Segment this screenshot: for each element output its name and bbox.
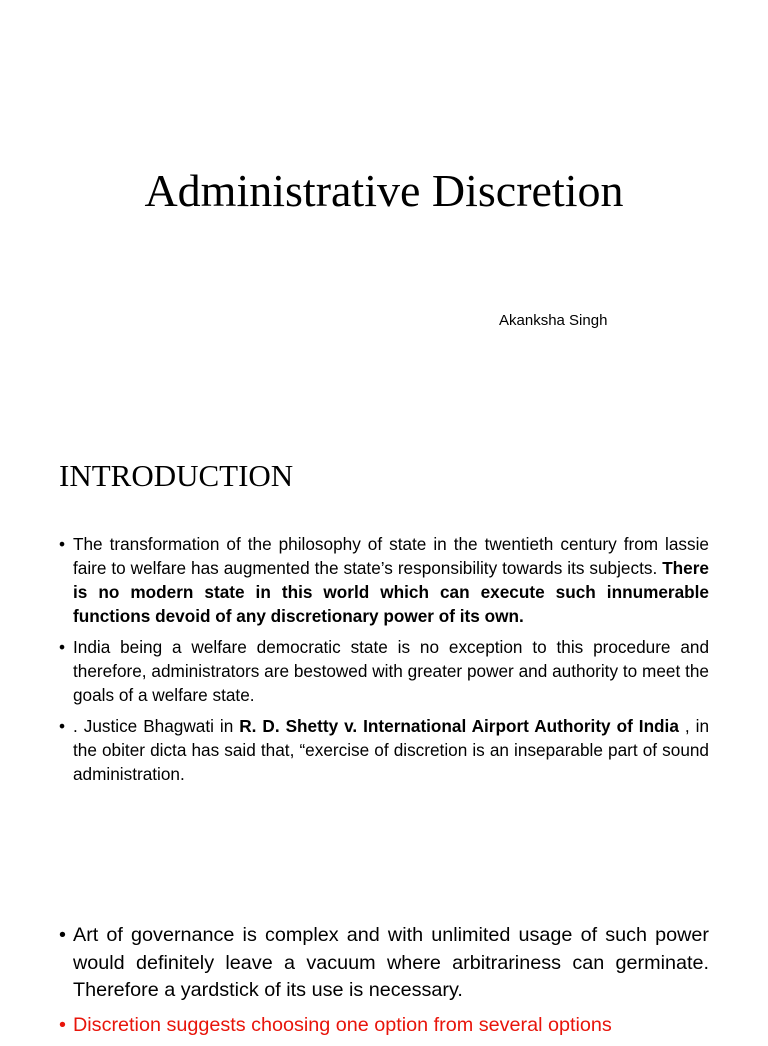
bullet-item bbox=[59, 714, 709, 786]
bullet-text: Discretion suggests choosing one option from several options bbox=[73, 1013, 612, 1036]
bullet-item-highlighted bbox=[59, 1012, 709, 1040]
bullet-icon: • bbox=[59, 716, 66, 736]
slide-title: Administrative Discretion bbox=[144, 165, 624, 216]
introduction-slide bbox=[0, 432, 768, 852]
bullet-icon: • bbox=[59, 1013, 66, 1036]
bullet-icon: • bbox=[59, 637, 66, 657]
bullet-text: . Justice Bhagwati in bbox=[73, 716, 240, 736]
title-slide bbox=[0, 0, 768, 432]
bullet-text: India being a welfare democratic state is no exception to this procedure and therefore, administrators are bestowed with greater power and authority to meet the goals of a welfare state. bbox=[73, 637, 709, 705]
bullet-text: Art of governance is complex and with unlimited usage of such power would definitely leave a vacuum where arbitrariness can germinate. Therefore a yardstick of its use is necessary. bbox=[73, 924, 709, 1001]
bullet-list bbox=[59, 922, 709, 1046]
case-name-bold-text: R. D. Shetty v. International Airport Authority of India bbox=[239, 716, 679, 736]
content-slide bbox=[0, 852, 768, 1036]
bullet-list bbox=[59, 532, 709, 793]
bullet-icon: • bbox=[59, 924, 66, 946]
bullet-text: , in the obiter dicta has said that, “exercise of discretion is an inseparable part of sound administration. bbox=[73, 716, 710, 784]
bullet-item bbox=[59, 922, 709, 1005]
bullet-item bbox=[59, 532, 709, 628]
bullet-item bbox=[59, 635, 709, 707]
bullet-bold-text: There is no modern state in this world which can execute such innumerable functions devoid of any discretionary power of its own. bbox=[73, 558, 709, 626]
slide-heading: INTRODUCTION bbox=[59, 458, 294, 493]
author-name: Akanksha Singh bbox=[499, 312, 608, 329]
bullet-icon: • bbox=[59, 534, 66, 554]
bullet-text: The transformation of the philosophy of state in the twentieth century from lassie faire to welfare has augmented the state’s responsibility towards its subjects. bbox=[73, 534, 709, 578]
